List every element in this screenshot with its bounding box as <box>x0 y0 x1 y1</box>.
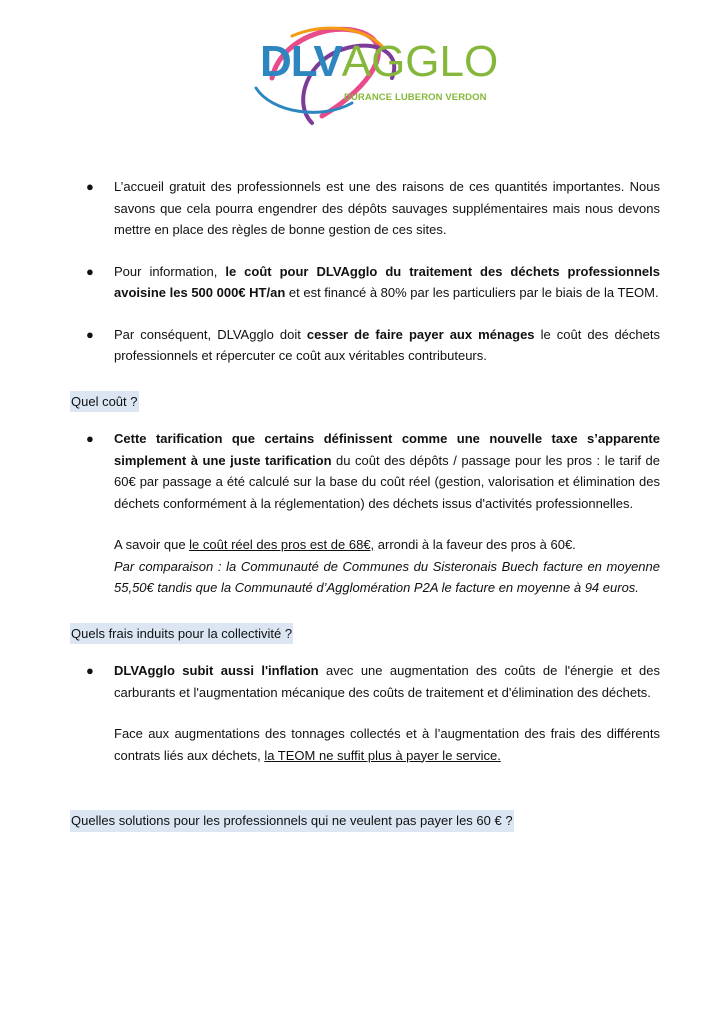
bullet-icon: ● <box>86 663 94 678</box>
bullet-icon: ● <box>86 431 94 446</box>
underlined-text: le coût réel des pros est de 68€, <box>189 537 375 552</box>
cost-note <box>70 534 660 556</box>
bullet-text <box>114 327 660 364</box>
bullet-icon: ● <box>86 179 94 194</box>
underlined-text: la TEOM ne suffit plus à payer le service. <box>264 747 501 763</box>
section-heading-fees: Quels frais induits pour la collectivité ? <box>70 623 293 645</box>
bullet-text <box>114 264 660 301</box>
cost-comparison-text: Par comparaison : la Communauté de Communes du Sisteronais Buech facture en moyenne 55,50€ tandis que la Communauté d’Agglomération P2A le facture en moyenne à 94 euros. <box>114 558 660 595</box>
bullet-text <box>114 431 660 511</box>
text-run: A savoir que <box>114 537 190 552</box>
bullet-item <box>70 261 660 304</box>
bullet-text <box>114 663 660 700</box>
logo-agglo: AGGLO <box>341 37 499 86</box>
bold-text: cesser de faire payer aux ménages <box>306 326 535 342</box>
bullet-item <box>70 324 660 367</box>
bold-text: DLVAgglo subit aussi l'inflation <box>114 663 319 678</box>
text-run: le coût des déchets professionnels et répercuter ce coût aux véritables contributeurs. <box>114 326 660 363</box>
bullet-item <box>70 176 660 241</box>
text-run: Par conséquent, DLVAgglo doit <box>114 326 307 342</box>
text-run: Face aux augmentations des tonnages collectés et à l’augmentation des frais des différents contrats liés aux déchets, <box>114 726 660 763</box>
fees-note <box>70 723 660 766</box>
logo-wordmark <box>260 37 499 86</box>
text-run: avec une augmentation des coûts de l'énergie et des carburants et l'augmentation mécanique des coûts de traitement et d'élimination des déchets. <box>114 663 660 700</box>
bullet-item <box>70 660 660 703</box>
text-run: Pour information, <box>114 263 226 279</box>
logo-dlv: DLV <box>260 37 342 86</box>
text-run: et est financé à 80% par les particuliers par le biais de la TEOM. <box>285 285 659 300</box>
cost-comparison <box>70 556 660 599</box>
bullet-item <box>70 428 660 514</box>
text-run: du coût des dépôts / passage pour les pros : le tarif de 60€ par passage a été calculé sur la base du coût réel (gestion, valorisation et élimination des déchets conformément à la réglementation) des déchets issus d'activités professionnelles. <box>114 452 661 511</box>
dlvagglo-logo <box>252 18 499 128</box>
section-heading-solutions: Quelles solutions pour les professionnels qui ne veulent pas payer les 60 € ? <box>70 810 514 832</box>
bullet-text <box>114 179 660 237</box>
bold-text: le coût pour DLVAgglo du traitement des déchets professionnels avoisine les 500 000€ HT/an <box>114 263 661 300</box>
text-run: arrondi à la faveur des pros à 60€. <box>374 537 576 552</box>
logo-subtitle: DURANCE LUBERON VERDON <box>344 92 487 103</box>
document-body <box>70 176 660 848</box>
section-heading-cost: Quel coût ? <box>70 391 139 413</box>
bullet-icon: ● <box>86 326 94 342</box>
bold-text: Cette tarification que certains définissent comme une nouvelle taxe s’apparente simplement à une juste tarification <box>114 431 660 468</box>
text-run: L’accueil gratuit des professionnels est une des raisons de ces quantités importantes. Nous savons que cela pourra engendrer des dépôts sauvages supplémentaires mais nous devons mettre en place des règles de bonne gestion de ces sites. <box>114 179 660 237</box>
bullet-icon: ● <box>86 263 94 279</box>
